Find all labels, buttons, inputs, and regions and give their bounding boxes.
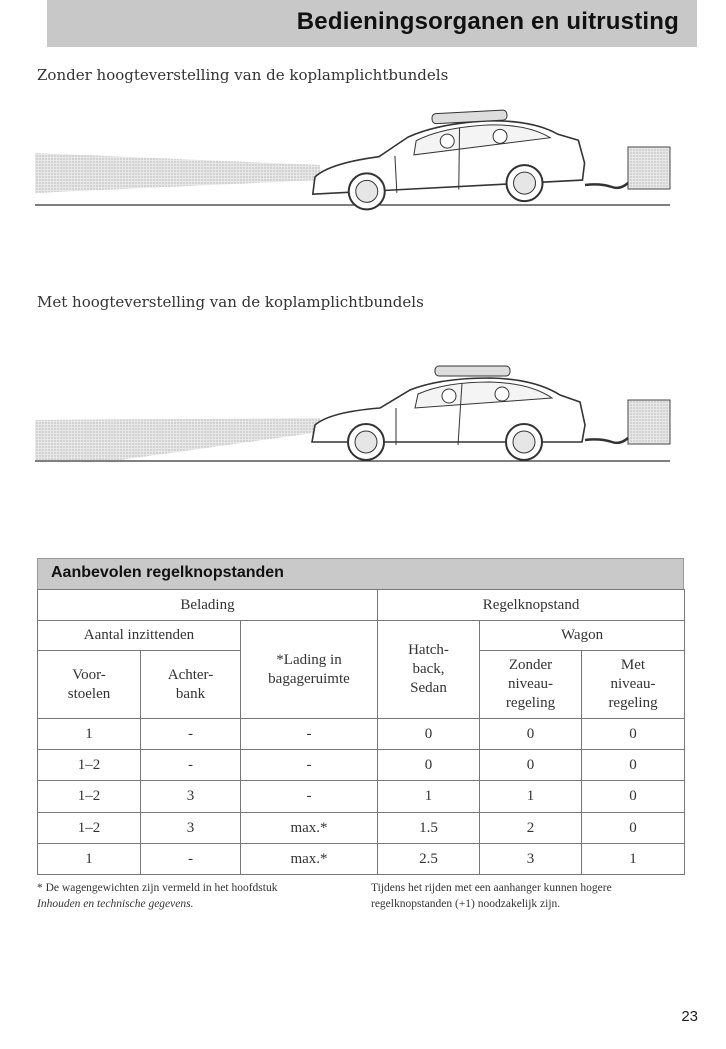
page-title: Bedieningsorganen en uitrusting xyxy=(296,8,679,35)
table-cell: 0 xyxy=(480,719,582,750)
table-cell: - xyxy=(241,750,378,781)
table-cell: 1–2 xyxy=(38,813,141,844)
header-achterbank: Achter- bank xyxy=(141,651,241,719)
car xyxy=(312,366,585,460)
table-cell: 0 xyxy=(582,781,685,813)
header-voorstoelen: Voor- stoelen xyxy=(38,651,141,719)
table-cell: 1 xyxy=(480,781,582,813)
table-cell: - xyxy=(141,750,241,781)
light-beam xyxy=(35,153,320,193)
table-cell: max.* xyxy=(241,844,378,875)
table-cell: 1 xyxy=(38,844,141,875)
table-cell: 2 xyxy=(480,813,582,844)
table-cell: 0 xyxy=(378,719,480,750)
footnote-left-text: * De wagengewichten zijn vermeld in het hoofdstuk xyxy=(37,882,278,894)
settings-table-section xyxy=(37,558,684,875)
table-cell: 0 xyxy=(378,750,480,781)
trailer xyxy=(628,147,670,189)
table-cell: 3 xyxy=(141,781,241,813)
header-bar xyxy=(47,0,697,47)
header-belading: Belading xyxy=(38,590,378,621)
table-title: Aanbevolen regelknopstanden xyxy=(51,564,284,581)
table-cell: 0 xyxy=(480,750,582,781)
header-aantal-inzittenden: Aantal inzittenden xyxy=(38,621,241,651)
table-header-row xyxy=(38,590,685,621)
table-cell: 3 xyxy=(480,844,582,875)
table-row xyxy=(38,813,685,844)
light-beam xyxy=(35,418,320,460)
header-regelknopstand: Regelknopstand xyxy=(378,590,685,621)
illustration-caption-2: Met hoogteverstelling van de koplamplichtbundels xyxy=(37,293,424,311)
table-cell: 1 xyxy=(38,719,141,750)
header-lading: *Lading in bagageruimte xyxy=(241,621,378,719)
car-illustration-with-adjustment xyxy=(0,350,726,475)
car-illustration-without-adjustment xyxy=(0,95,726,220)
table-cell: 1–2 xyxy=(38,750,141,781)
table-row xyxy=(38,719,685,750)
footnote-left-italic: Inhouden en technische gegevens. xyxy=(37,898,194,910)
table-cell: 1 xyxy=(582,844,685,875)
table-cell: - xyxy=(241,719,378,750)
trailer xyxy=(628,400,670,444)
table-row xyxy=(38,750,685,781)
footnote-weights xyxy=(37,880,357,912)
car xyxy=(309,106,586,212)
table-row xyxy=(38,781,685,813)
table-title-bar xyxy=(37,558,684,589)
table-cell: - xyxy=(241,781,378,813)
table-cell: 0 xyxy=(582,719,685,750)
table-cell: 2.5 xyxy=(378,844,480,875)
illustration-caption-1: Zonder hoogteverstelling van de koplamplichtbundels xyxy=(37,66,449,84)
table-cell: 1 xyxy=(378,781,480,813)
table-cell: 0 xyxy=(582,750,685,781)
header-met-niveauregeling: Met niveau- regeling xyxy=(582,651,685,719)
table-cell: 1–2 xyxy=(38,781,141,813)
table-header-row xyxy=(38,621,685,651)
table-cell: 0 xyxy=(582,813,685,844)
header-wagon: Wagon xyxy=(480,621,685,651)
settings-table xyxy=(37,589,685,875)
header-zonder-niveauregeling: Zonder niveau- regeling xyxy=(480,651,582,719)
footnote-trailer: Tijdens het rijden met een aanhanger kunnen hogere regelknopstanden (+1) noodzakelijk zijn. xyxy=(371,882,612,910)
page-number: 23 xyxy=(681,1008,698,1025)
table-cell: - xyxy=(141,844,241,875)
table-cell: max.* xyxy=(241,813,378,844)
header-hatchback-sedan: Hatch- back, Sedan xyxy=(378,621,480,719)
table-cell: 3 xyxy=(141,813,241,844)
table-cell: - xyxy=(141,719,241,750)
table-cell: 1.5 xyxy=(378,813,480,844)
table-row xyxy=(38,844,685,875)
